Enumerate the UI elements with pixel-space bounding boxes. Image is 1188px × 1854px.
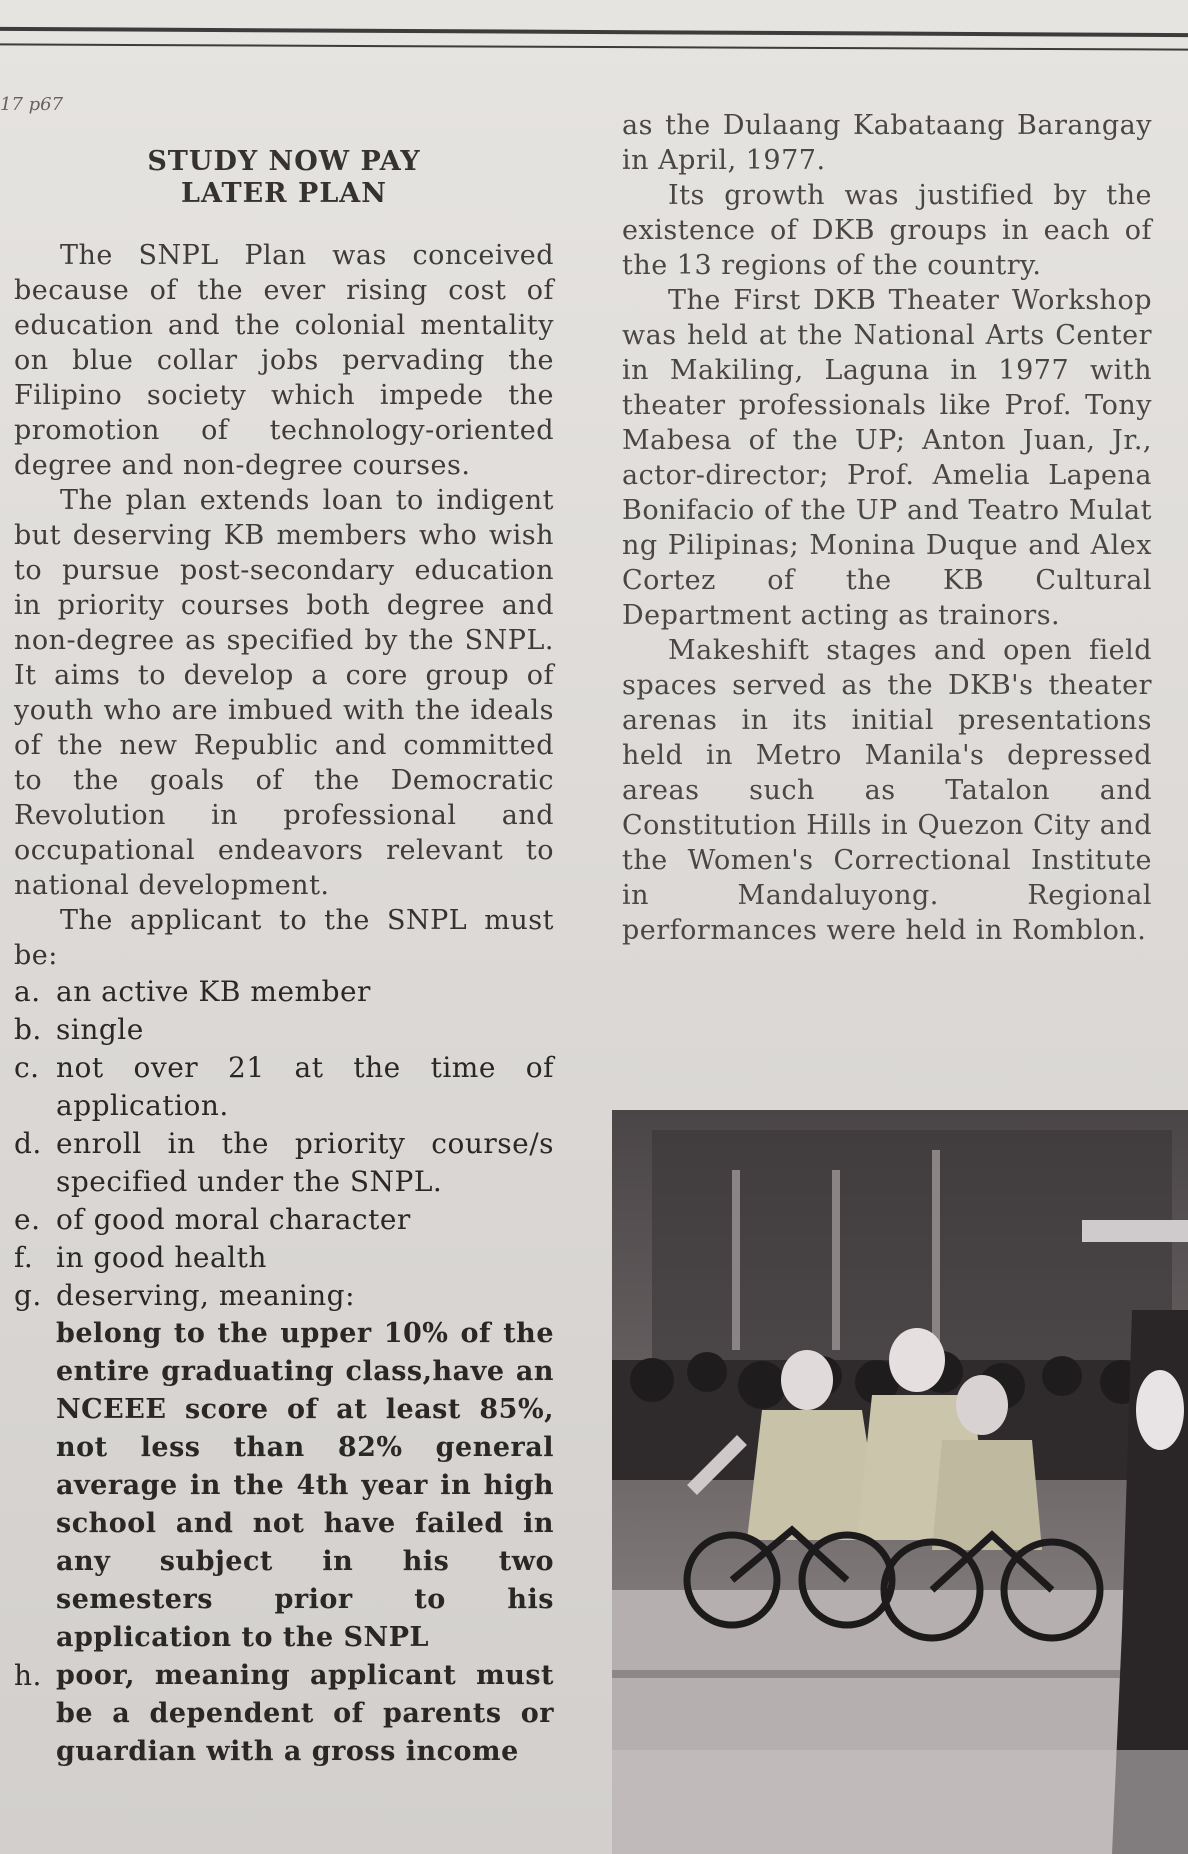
requirement-item [14, 1049, 554, 1125]
article-title [14, 146, 554, 210]
requirement-letter: a. [14, 975, 41, 1008]
right-paragraph: Makeshift stages and open field spaces served as the DKB's theater arenas in its initial presentations held in Metro Manila's depressed areas such as Tatalon and Constitution Hills in Quezon City and the Women's Correctional Institute in Mandaluyong. Regional performances were held in Romblon. [622, 635, 1152, 946]
article-paragraph: The SNPL Plan was conceived because of the ever rising cost of education and the colonial mentality on blue collar jobs pervading the Filipino society which impede the promotion of technology-oriented degree and non-degree courses. [14, 240, 554, 481]
requirement-letter: e. [14, 1203, 41, 1236]
requirement-item [14, 1201, 554, 1239]
requirement-letter: c. [14, 1051, 40, 1084]
requirement-item [14, 1011, 554, 1049]
article-right-column [622, 108, 1152, 948]
article-paragraph: The plan extends loan to indigent but deserving KB members who wish to pursue post-secondary education in priority courses both degree and non-degree as specified by the SNPL. It aims to develop a core group of youth who are imbued with the ideals of the new Republic and committed to the goals of the Democratic Revolution in professional and occupational endeavors relevant to national development. [14, 485, 554, 901]
requirement-text: enroll in the priority course/s specified under the SNPL. [56, 1127, 554, 1198]
right-paragraph: The First DKB Theater Workshop was held at the National Arts Center in Makiling, Laguna in 1977 with theater professionals like Prof. Tony Mabesa of the UP; Anton Juan, Jr., actor-director; Prof. Amelia Lapena Bonifacio of the UP and Teatro Mulat ng Pilipinas; Monina Duque and Alex Cortez of the KB Cultural Department acting as trainors. [622, 285, 1152, 631]
article-title-line-1: STUDY NOW PAY [147, 146, 421, 177]
article-left-column [14, 146, 554, 1771]
requirement-item [14, 973, 554, 1011]
theater-photo [612, 1110, 1188, 1854]
requirement-text: belong to the upper 10% of the entire graduating class,have an NCEEE score of at least 85%, not less than 82% general average in the 4th year in high school and not have failed in any subject in his two semesters prior to his application to the SNPL [56, 1318, 554, 1653]
top-rule [0, 27, 1188, 37]
requirement-item [14, 1277, 554, 1315]
requirement-letter: f. [14, 1241, 34, 1274]
requirement-letter: h. [14, 1659, 42, 1692]
requirement-text: deserving, meaning: [56, 1279, 356, 1312]
top-rule-thin [0, 43, 1188, 50]
requirement-letter: d. [14, 1127, 42, 1160]
requirement-text: not over 21 at the time of application. [56, 1051, 554, 1122]
photo-illustration [612, 1110, 1188, 1854]
requirement-letter: g. [14, 1279, 42, 1312]
requirement-text: of good moral character [56, 1203, 411, 1236]
right-paragraph: Its growth was justified by the existence of DKB groups in each of the 13 regions of the country. [622, 180, 1152, 281]
requirement-text: single [56, 1013, 144, 1046]
requirement-item [14, 1125, 554, 1201]
requirement-text: in good health [56, 1241, 267, 1274]
requirement-item [14, 1657, 554, 1771]
requirement-item [14, 1239, 554, 1277]
requirements-list [14, 973, 554, 1771]
requirement-letter: b. [14, 1013, 42, 1046]
requirement-text: an active KB member [56, 975, 371, 1008]
article-title-line-2: LATER PLAN [181, 178, 387, 209]
requirement-text: poor, meaning applicant must be a dependent of parents or guardian with a gross income [56, 1660, 554, 1767]
requirement-letter [14, 1315, 56, 1657]
right-paragraph: as the Dulaang Kabataang Barangay in April, 1977. [622, 110, 1152, 176]
page-mark: 17 p67 [0, 94, 64, 115]
requirement-item [14, 1315, 554, 1657]
applicant-intro: The applicant to the SNPL must be: [14, 905, 554, 971]
